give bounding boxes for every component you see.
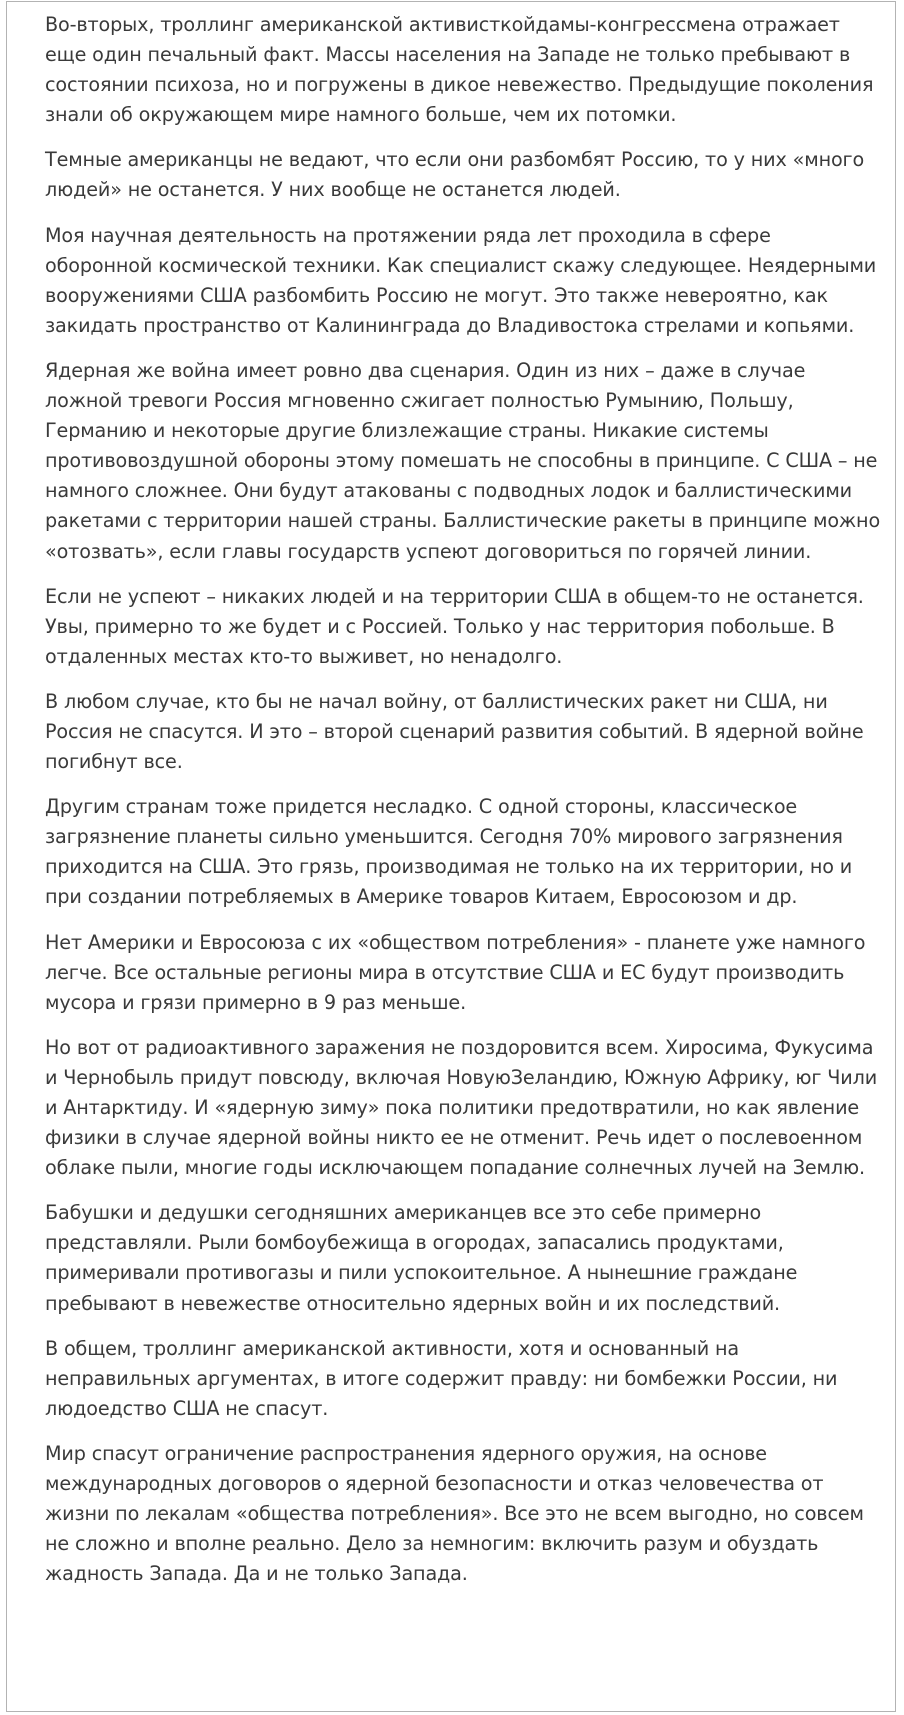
paragraph: Ядерная же война имеет ровно два сценария. Один из них – даже в случае ложной тревоги Россия мгновенно сжигает полностью Румынию, Польшу, Германию и некоторые другие близлежащие страны. Никакие системы противовоздушной обороны этому помешать не способны в принципе. С США – не намного сложнее. Они будут атакованы с подводных лодок и баллистическими ракетами с территории нашей страны. Баллистические ракеты в принципе можно «отозвать», если главы государств успеют договориться по горячей линии.	[45, 358, 881, 563]
paragraph: Во-вторых, троллинг американской активисткойдамы-конгрессмена отражает еще один печальный факт. Массы населения на Западе не только пребывают в состоянии психоза, но и погружены в дикое невежество. Предыдущие поколения знали об окружающем мире намного больше, чем их потомки.	[45, 13, 874, 127]
article-frame	[6, 1, 896, 1712]
paragraph: Мир спасут ограничение распространения ядерного оружия, на основе международных договоров о ядерной безопасности и отказ человечества от жизни по лекалам «общества потребления». Все это не всем выгодно, но совсем не сложно и вполне реально. Дело за немногим: включить разум и обуздать жадность Запада. Да и не только Запада.	[45, 1441, 864, 1586]
paragraph: Но вот от радиоактивного заражения не поздоровится всем. Хиросима, Фукусима и Чернобыль придут повсюду, включая НовуюЗеландию, Южную Африку, юг Чили и Антарктиду. И «ядерную зиму» пока политики предотвратили, но как явление физики в случае ядерной войны никто ее не отменит. Речь идет о послевоенном облаке пыли, многие годы исключающем попадание солнечных лучей на Землю.	[45, 1035, 878, 1180]
paragraph: Моя научная деятельность на протяжении ряда лет проходила в сфере оборонной космической техники. Как специалист скажу следующее. Неядерными вооружениями США разбомбить Россию не могут. Это также невероятно, как закидать пространство от Калининграда до Владивостока стрелами и копьями.	[45, 223, 877, 337]
paragraph: Нет Америки и Евросоюза с их «обществом потребления» - планете уже намного легче. Все остальные регионы мира в отсутствие США и ЕС будут производить мусора и грязи примерно в 9 раз меньше.	[45, 930, 866, 1014]
paragraph: Бабушки и дедушки сегодняшних американцев все это себе примерно представляли. Рыли бомбоубежища в огородах, запасались продуктами, примеривали противогазы и пили успокоительное. А нынешние граждане пребывают в невежестве относительно ядерных войн и их последствий.	[45, 1201, 798, 1315]
paragraph: Если не успеют – никаких людей и на территории США в общем-то не останется. Увы, примерно то же будет и с Россией. Только у нас территория побольше. В отдаленных местах кто-то выживет, но ненадолго.	[45, 584, 864, 668]
paragraph: Темные американцы не ведают, что если они разбомбят Россию, то у них «много людей» не останется. У них вообще не останется людей.	[45, 148, 865, 202]
article-body	[45, 10, 881, 1604]
paragraph: В любом случае, кто бы не начал войну, от баллистических ракет ни США, ни Россия не спасутся. И это – второй сценарий развития событий. В ядерной войне погибнут все.	[45, 689, 864, 774]
paragraph: В общем, троллинг американской активности, хотя и основанный на неправильных аргументах, в итоге содержит правду: ни бомбежки России, ни людоедство США не спасут.	[45, 1336, 838, 1420]
paragraph: Другим странам тоже придется несладко. С одной стороны, классическое загрязнение планеты сильно уменьшится. Сегодня 70% мирового загрязнения приходится на США. Это грязь, производимая не только на их территории, но и при создании потребляемых в Америке товаров Китаем, Евросоюзом и др.	[45, 795, 853, 909]
